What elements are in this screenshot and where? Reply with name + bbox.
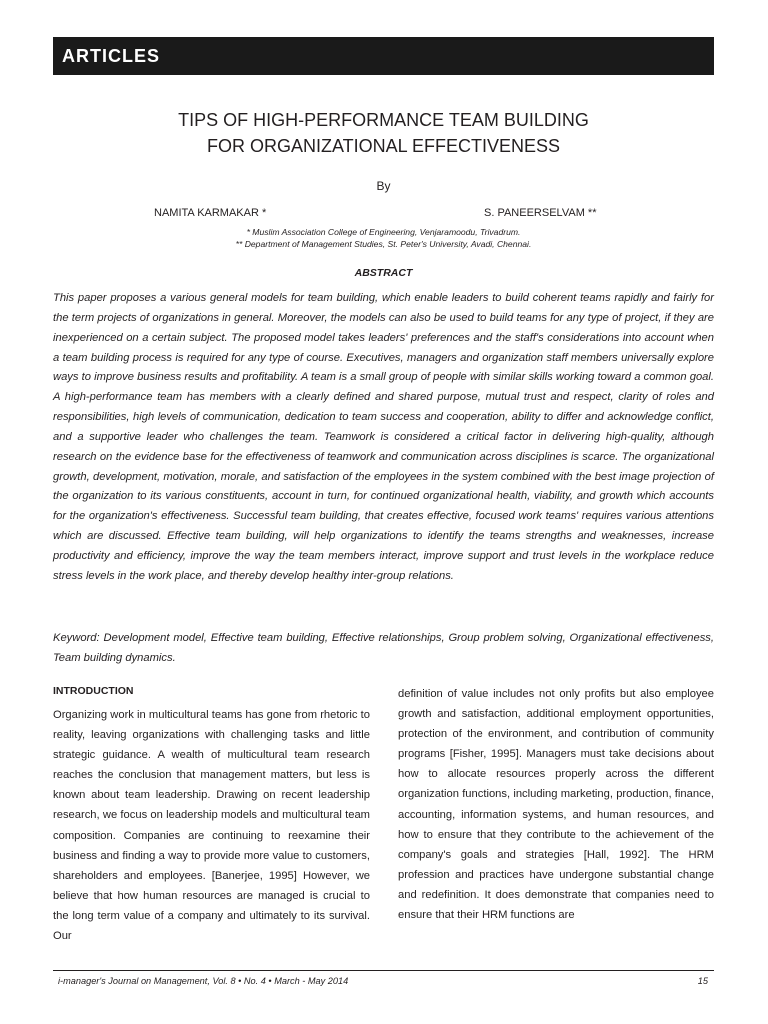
article-title-line-2: FOR ORGANIZATIONAL EFFECTIVENESS xyxy=(206,136,561,156)
byline: By xyxy=(376,179,391,193)
section-label: ARTICLES xyxy=(62,46,160,66)
author-karmakar: NAMITA KARMAKAR * xyxy=(154,207,267,219)
article-title-line-1: TIPS OF HIGH-PERFORMANCE TEAM BUILDING xyxy=(178,110,589,130)
abstract-text: This paper proposes a various general models for team building, which enable leaders to build coherent teams rapidly and fairly for the term projects of organizations in general. Moreover, the models can also be used to build teams for any type of project, if they are inexperienced on a certain subject. The proposed model takes leaders' preferences and the staff's considerations into account when a team building process is required for any type of course. Executives, managers and organization staff members universally explore ways to improve business results and profitability. A team is a small group of people with similar skills working toward a common goal. A high-performance team has members with a clearly defined and shared purpose, mutual trust and respect, clarity of roles and responsibilities, high levels of communication, dedication to team success and cooperation, ability to differ and acknowledge conflict, and a supportive leader who challenges the team. Teamwork is considered a critical factor in delivering high-quality, although research on the evidence base for the effectiveness of teamwork and communication across disciplines is scarce. The organizational growth, development, motivation, morale, and satisfaction of the employees in the system combined with the best image projection of the organization to its various constituents, account in turn, for continued organizational health, viability, and growth which accounts for the organization's effectiveness. Successful team building, that creates effective, focused work teams' requires various attentions which are discussed. Effective team building, will help organizations to identify the teams strengths and weaknesses, increase productivity and efficiency, improve the way the team members interact, improve support and trust levels in the workplace reduce stress levels in the work place, and thereby develop healthy inter-group relations. xyxy=(53,292,714,582)
article-title xyxy=(53,107,714,159)
left-column xyxy=(53,684,370,946)
introduction-right-text: definition of value includes not only profits but also employee growth and satisfaction, additional employment opportunities, protection of the environment, and contribution of community programs [Fisher, 1995]. Managers must take decisions about how to allocate resources properly across the different organization functions, including marketing, production, finance, accounting, information systems, and human resources, and how to ensure that they contribute to the achievement of the company's goals and strategies [Hall, 1992]. The HRM profession and practices have undergone substantial change and redefinition. It does demonstrate that companies need to ensure that their HRM functions are xyxy=(398,688,714,922)
introduction-left-text: Organizing work in multicultural teams has gone from rhetoric to reality, leaving organizations with challenging tasks and little strategic guidance. A wealth of multicultural team research reaches the conclusion that management matters, but less is known about team leadership. Drawing on recent leadership research, we focus on leadership models and multicultural team composition. Companies are continuing to reexamine their business and finding a way to provide more value to customers, shareholders and employees. [Banerjee, 1995] However, we believe that how human resources are managed is crucial to the long term value of a company and ultimately to its survival. Our xyxy=(53,709,370,943)
abstract-heading: ABSTRACT xyxy=(354,267,413,279)
affiliation-2: ** Department of Management Studies, St. Peter's University, Avadi, Chennai. xyxy=(235,238,532,249)
footer-divider xyxy=(53,970,714,971)
right-column xyxy=(398,684,714,925)
introduction-heading: INTRODUCTION xyxy=(53,685,134,697)
author-paneerselvam: S. PANEERSELVAM ** xyxy=(484,207,597,219)
keywords: Keyword: Development model, Effective team building, Effective relationships, Group problem solving, Organizational effectiveness, Team building dynamics. xyxy=(53,632,714,664)
affiliations xyxy=(53,227,714,250)
footer-journal-citation: i-manager's Journal on Management, Vol. 8 • No. 4 • March - May 2014 xyxy=(58,976,349,986)
affiliation-1: * Muslim Association College of Engineering, Venjaramoodu, Trivadrum. xyxy=(246,227,521,237)
section-banner xyxy=(53,37,714,75)
page-number: 15 xyxy=(697,976,708,986)
